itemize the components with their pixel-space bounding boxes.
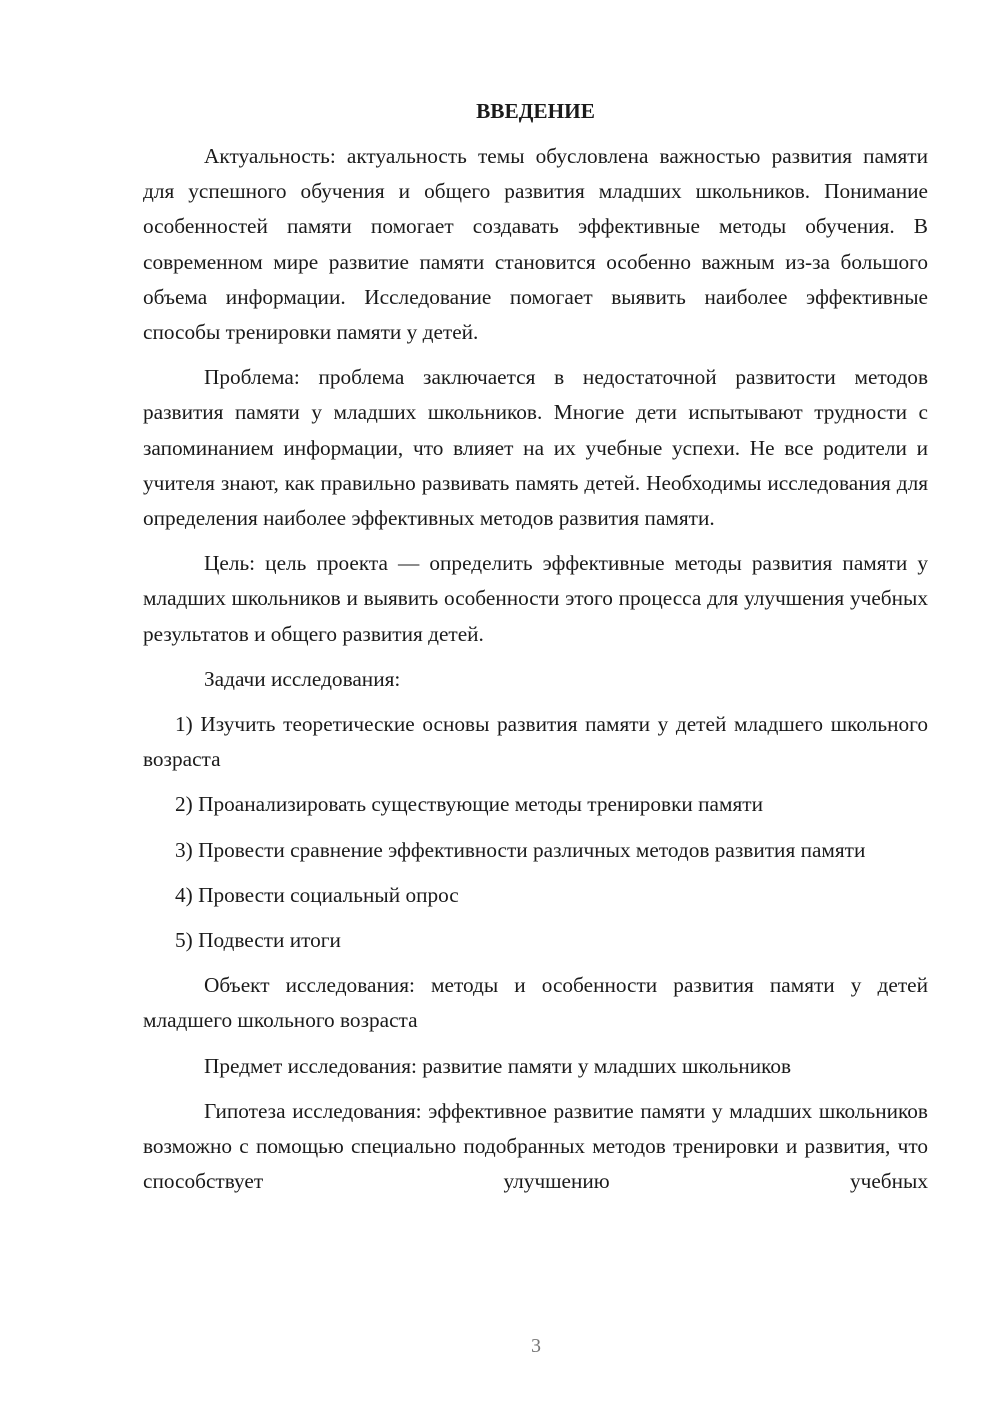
task-item-4: 4) Провести социальный опрос: [175, 882, 459, 907]
page-content: [143, 94, 928, 1199]
section-heading: ВВЕДЕНИЕ: [476, 99, 595, 123]
task-item-2: 2) Проанализировать существующие методы тренировки памяти: [175, 792, 763, 817]
paragraph-object: Объект исследования: методы и особенности развития памяти у детей младшего школьного возраста: [143, 973, 928, 1033]
task-item-1: 1) Изучить теоретические основы развития памяти у детей младшего школьного возраста: [143, 712, 928, 772]
paragraph-goal: Цель: цель проекта — определить эффективные методы развития памяти у младших школьников и выявить особенности этого процесса для улучшения учебных результатов и общего развития детей.: [143, 551, 928, 646]
paragraph-subject: Предмет исследования: развитие памяти у младших школьников: [204, 1053, 792, 1078]
task-item-5: 5) Подвести итоги: [175, 928, 341, 953]
paragraph-relevance: Актуальность: актуальность темы обусловлена важностью развития памяти для успешного обучения и общего развития младших школьников. Понимание особенностей памяти помогает создавать эффективные методы обучения. В современном мире развитие памяти становится особенно важным из-за большого объема информации. Исследование помогает выявить наиболее эффективные способы тренировки памяти у детей.: [143, 144, 928, 345]
paragraph-tasks-intro: Задачи исследования:: [204, 666, 401, 691]
page-number: 3: [531, 1335, 541, 1357]
paragraph-problem: Проблема: проблема заключается в недостаточной развитости методов развития памяти у младших школьников. Многие дети испытывают трудности с запоминанием информации, что влияет на их учебные успехи. Не все родители и учителя знают, как правильно развивать память детей. Необходимы исследования для определения наиболее эффективных методов развития памяти.: [143, 365, 928, 531]
task-item-3: 3) Провести сравнение эффективности различных методов развития памяти: [175, 837, 866, 862]
paragraph-hypothesis: Гипотеза исследования: эффективное развитие памяти у младших школьников возможно с помощью специально подобранных методов тренировки и развития, что способствует улучшению учебных: [143, 1098, 928, 1194]
